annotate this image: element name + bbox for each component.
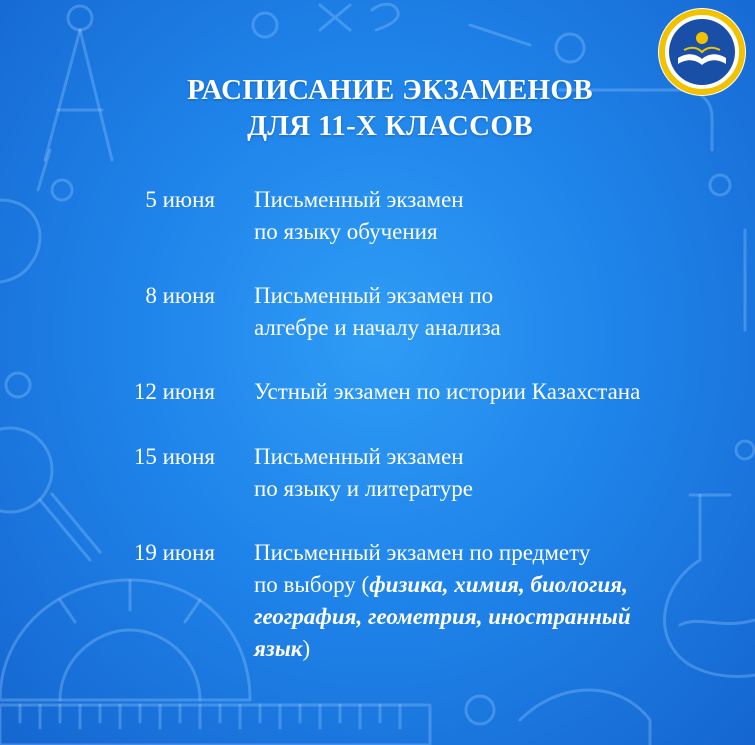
line-doodle	[470, 25, 530, 45]
exam-description-line: Письменный экзамен по	[254, 283, 494, 308]
circle-doodle	[466, 696, 494, 724]
protractor-icon	[0, 580, 250, 700]
exam-description-line: Письменный экзамен	[254, 444, 464, 469]
exam-description	[254, 537, 744, 665]
exam-description-line: Письменный экзамен по предмету	[254, 540, 591, 565]
elective-subjects: физика, химия, биология,	[369, 572, 628, 597]
wave-doodle	[520, 690, 650, 745]
exam-date: 12 июня	[133, 379, 215, 404]
elective-subjects: география, геометрия, иностранный	[254, 604, 631, 629]
elective-subjects: язык	[254, 636, 303, 661]
exam-description-text: по выбору (	[254, 572, 370, 597]
exam-date: 15 июня	[133, 444, 215, 469]
exam-description-text: )	[302, 636, 311, 661]
formula-doodle	[320, 4, 398, 30]
exam-description	[254, 280, 744, 344]
exam-description-line: алгебре и началу анализа	[254, 315, 501, 340]
circle-doodle	[253, 13, 277, 37]
page-title	[0, 72, 755, 144]
exam-description-line: Письменный экзамен	[254, 187, 464, 212]
exam-date: 8 июня	[145, 283, 215, 308]
exam-date: 19 июня	[133, 540, 215, 565]
exam-description	[254, 184, 744, 248]
title-line-2: ДЛЯ 11-Х КЛАССОВ	[247, 110, 533, 142]
exam-description-line	[254, 569, 744, 601]
exam-date: 5 июня	[145, 187, 215, 212]
circle-doodle	[556, 34, 584, 62]
title-line-1: РАСПИСАНИЕ ЭКЗАМЕНОВ	[187, 74, 593, 106]
exam-description-line	[254, 633, 744, 665]
exam-description	[254, 441, 744, 505]
exam-description	[254, 376, 744, 408]
ruler-icon	[0, 705, 430, 745]
exam-description-line: Устный экзамен по истории Казахстана	[254, 379, 641, 404]
exam-description-line: по языку обучения	[254, 219, 438, 244]
exam-description-line: по языку и литературе	[254, 476, 473, 501]
